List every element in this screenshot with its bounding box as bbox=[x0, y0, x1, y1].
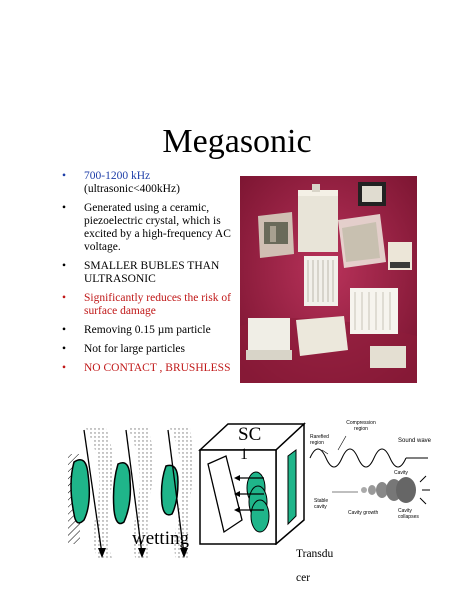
wetting-label: wetting bbox=[132, 528, 189, 549]
slide-title: Megasonic bbox=[162, 123, 312, 160]
bullet-subtext: (ultrasonic<400kHz) bbox=[84, 183, 180, 195]
bullet-list bbox=[60, 170, 240, 381]
bullet-marker: • bbox=[62, 202, 67, 214]
cavitation-diagram bbox=[308, 420, 438, 528]
bullet-text: Removing 0.15 µm particle bbox=[84, 324, 211, 336]
bullet-item bbox=[60, 362, 240, 375]
cavity-growth-label: Cavity growth bbox=[348, 510, 379, 516]
bullet-item bbox=[60, 202, 240, 254]
bullet-item bbox=[60, 343, 240, 356]
cavity-label: Cavity bbox=[394, 470, 408, 476]
bullet-item bbox=[60, 170, 240, 196]
bullet-marker: • bbox=[62, 170, 67, 182]
bullet-marker: • bbox=[62, 292, 67, 304]
bullet-item bbox=[60, 260, 240, 286]
bullet-text: 700-1200 kHz bbox=[84, 170, 151, 182]
compression-region-label: Compression region bbox=[346, 420, 376, 432]
bullet-text: NO CONTACT , BRUSHLESS bbox=[84, 362, 231, 374]
sc-one-label: 1 bbox=[240, 446, 248, 463]
cavity-collapses-label: Cavity collapses bbox=[398, 508, 419, 520]
transducer-label-line2: cer bbox=[296, 572, 311, 584]
bullet-text: Significantly reduces the risk of surface damage bbox=[84, 292, 231, 317]
bullet-text: Generated using a ceramic, piezoelectric crystal, which is excited by a high-frequency AC voltage. bbox=[84, 202, 231, 253]
sound-wave-label: Sound wave bbox=[398, 438, 432, 444]
bullet-marker: • bbox=[62, 324, 67, 336]
bullet-item bbox=[60, 324, 240, 337]
sc-label: SC bbox=[238, 424, 262, 445]
bullet-marker: • bbox=[62, 362, 67, 374]
megasonic-equipment-photo bbox=[240, 176, 417, 383]
stable-cavity-label: Stable cavity bbox=[314, 498, 329, 510]
bullet-text: Not for large particles bbox=[84, 343, 186, 355]
bullet-text: SMALLER BUBLES THAN ULTRASONIC bbox=[84, 260, 220, 285]
bullet-marker: • bbox=[62, 343, 67, 355]
rarefied-region-label: Rarefied region bbox=[310, 434, 329, 446]
bullet-marker: • bbox=[62, 260, 67, 272]
transducer-label-line1: Transdu bbox=[296, 548, 334, 560]
bullet-item bbox=[60, 292, 240, 318]
